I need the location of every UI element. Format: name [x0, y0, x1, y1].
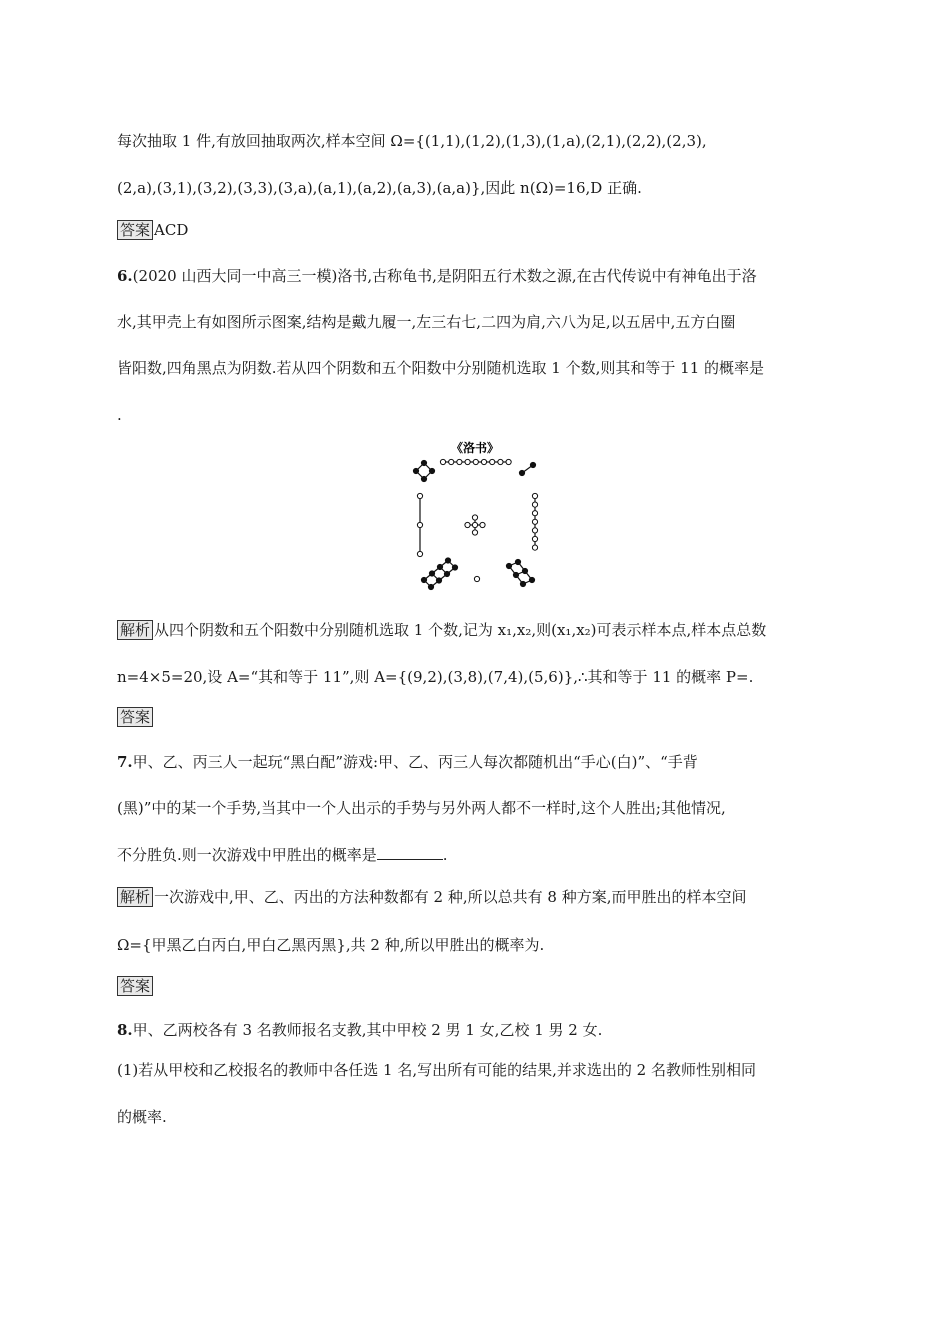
text-line: 水,其甲壳上有如图所示图案,结构是戴九履一,左三右七,二四为肩,六八为足,以五居中,五方白圈 — [117, 313, 736, 331]
right-seven-dot — [532, 511, 537, 516]
bottom-left-eight-dot — [436, 578, 441, 583]
right-seven-dot — [532, 519, 537, 524]
top-right-two-dot — [530, 462, 535, 467]
bottom-right-six-dot — [515, 559, 520, 564]
question-number: 8. — [117, 1021, 133, 1039]
left-three-dot — [417, 493, 422, 498]
bottom-left-eight-dot — [445, 558, 450, 563]
left-three-dot — [417, 522, 422, 527]
answer-blank — [377, 845, 443, 860]
analysis-line — [117, 887, 746, 907]
center-five-dot — [472, 530, 477, 535]
bottom-left-eight-dot — [429, 571, 434, 576]
answer-tag: 答案 — [117, 976, 153, 996]
top-nine-dot — [465, 459, 470, 464]
question-text: (2020 山西大同一中高三一模)洛书,古称龟书,是阴阳五行术数之源,在古代传说中有神龟出于洛 — [132, 267, 757, 285]
analysis-tag: 解析 — [117, 887, 153, 907]
top-nine-dot — [440, 459, 445, 464]
right-seven-dot — [532, 545, 537, 550]
center-five-dot — [472, 515, 477, 520]
question-text: 不分胜负.则一次游戏中甲胜出的概率是 — [117, 846, 377, 864]
answer-tag: 答案 — [117, 707, 153, 727]
answer-tag: 答案 — [117, 220, 153, 240]
top-right-two-dot — [519, 470, 524, 475]
bottom-right-six-dot — [506, 563, 511, 568]
text-line: (黑)”中的某一个手势,当其中一个人出示的手势与另外两人都不一样时,这个人胜出;其他情况, — [117, 799, 726, 817]
text-line: (1)若从甲校和乙校报名的教师中各任选 1 名,写出所有可能的结果,并求选出的 2 名教师性别相同 — [117, 1061, 756, 1079]
analysis-text: 一次游戏中,甲、乙、丙出的方法种数都有 2 种,所以总共有 8 种方案,而甲胜出的样本空间 — [154, 888, 747, 906]
top-nine-dot — [449, 459, 454, 464]
question-text: 甲、乙两校各有 3 名教师报名支教,其中甲校 2 男 1 女,乙校 1 男 2 女. — [132, 1021, 603, 1039]
top-nine-dot — [490, 459, 495, 464]
top-nine-dot — [481, 459, 486, 464]
top-left-four-dot — [413, 468, 418, 473]
bottom-right-six-dot — [522, 568, 527, 573]
bottom-right-six-dot — [529, 577, 534, 582]
answer-text: ACD — [154, 221, 189, 239]
top-nine-dot — [506, 459, 511, 464]
top-nine-dot — [473, 459, 478, 464]
analysis-line — [117, 620, 766, 640]
right-seven-dot — [532, 502, 537, 507]
bottom-left-eight-dot — [444, 571, 449, 576]
top-nine-dot — [498, 459, 503, 464]
answer-line — [117, 976, 154, 996]
text-line: . — [117, 406, 122, 424]
bottom-right-six-dot — [513, 572, 518, 577]
right-seven-dot — [532, 528, 537, 533]
top-left-four-dot — [421, 460, 426, 465]
text-line: 每次抽取 1 件,有放回抽取两次,样本空间 Ω={(1,1),(1,2),(1,3),(1,a),(2,1),(2,2),(2,3), — [117, 132, 707, 150]
text-line: Ω={甲黑乙白丙白,甲白乙黑丙黑},共 2 种,所以甲胜出的概率为. — [117, 936, 545, 954]
right-seven-dot — [532, 493, 537, 498]
bottom-left-eight-dot — [452, 565, 457, 570]
center-five-dot — [465, 522, 470, 527]
center-five-dot — [480, 522, 485, 527]
text-line — [117, 845, 448, 865]
question-number: 7. — [117, 753, 133, 771]
figure-title: 《洛书》 — [450, 441, 500, 455]
question-number: 6. — [117, 267, 133, 285]
top-nine-dot — [457, 459, 462, 464]
text-line: n=4×5=20,设 A=“其和等于 11”,则 A={(9,2),(3,8),(7,4),(5,6)},∴其和等于 11 的概率 P=. — [117, 668, 754, 686]
top-left-four-dot — [421, 476, 426, 481]
left-three-dot — [417, 551, 422, 556]
period: . — [442, 846, 448, 864]
bottom-left-eight-dot — [437, 564, 442, 569]
question-text: 甲、乙、丙三人一起玩“黑白配”游戏:甲、乙、丙三人每次都随机出“手心(白)”、“手背 — [132, 753, 698, 771]
text-line: 的概率. — [117, 1108, 167, 1126]
question-7-line — [117, 752, 698, 772]
text-line: 皆阳数,四角黑点为阴数.若从四个阴数和五个阳数中分别随机选取 1 个数,则其和等于 11 的概率是 — [117, 359, 765, 377]
right-seven-dot — [532, 536, 537, 541]
answer-line — [117, 707, 154, 727]
top-left-four-dot — [429, 468, 434, 473]
analysis-text: 从四个阴数和五个阳数中分别随机选取 1 个数,记为 x₁,x₂,则(x₁,x₂)可表示样本点,样本点总数 — [154, 621, 767, 639]
bottom-left-eight-dot — [428, 584, 433, 589]
analysis-tag: 解析 — [117, 620, 153, 640]
question-8-line — [117, 1020, 602, 1040]
center-five-dot — [472, 522, 477, 527]
bottom-right-six-dot — [520, 581, 525, 586]
bottom-left-eight-dot — [421, 577, 426, 582]
bottom-one-dot — [474, 576, 479, 581]
text-line: (2,a),(3,1),(3,2),(3,3),(3,a),(a,1),(a,2),(a,3),(a,a)},因此 n(Ω)=16,D 正确. — [117, 179, 642, 197]
